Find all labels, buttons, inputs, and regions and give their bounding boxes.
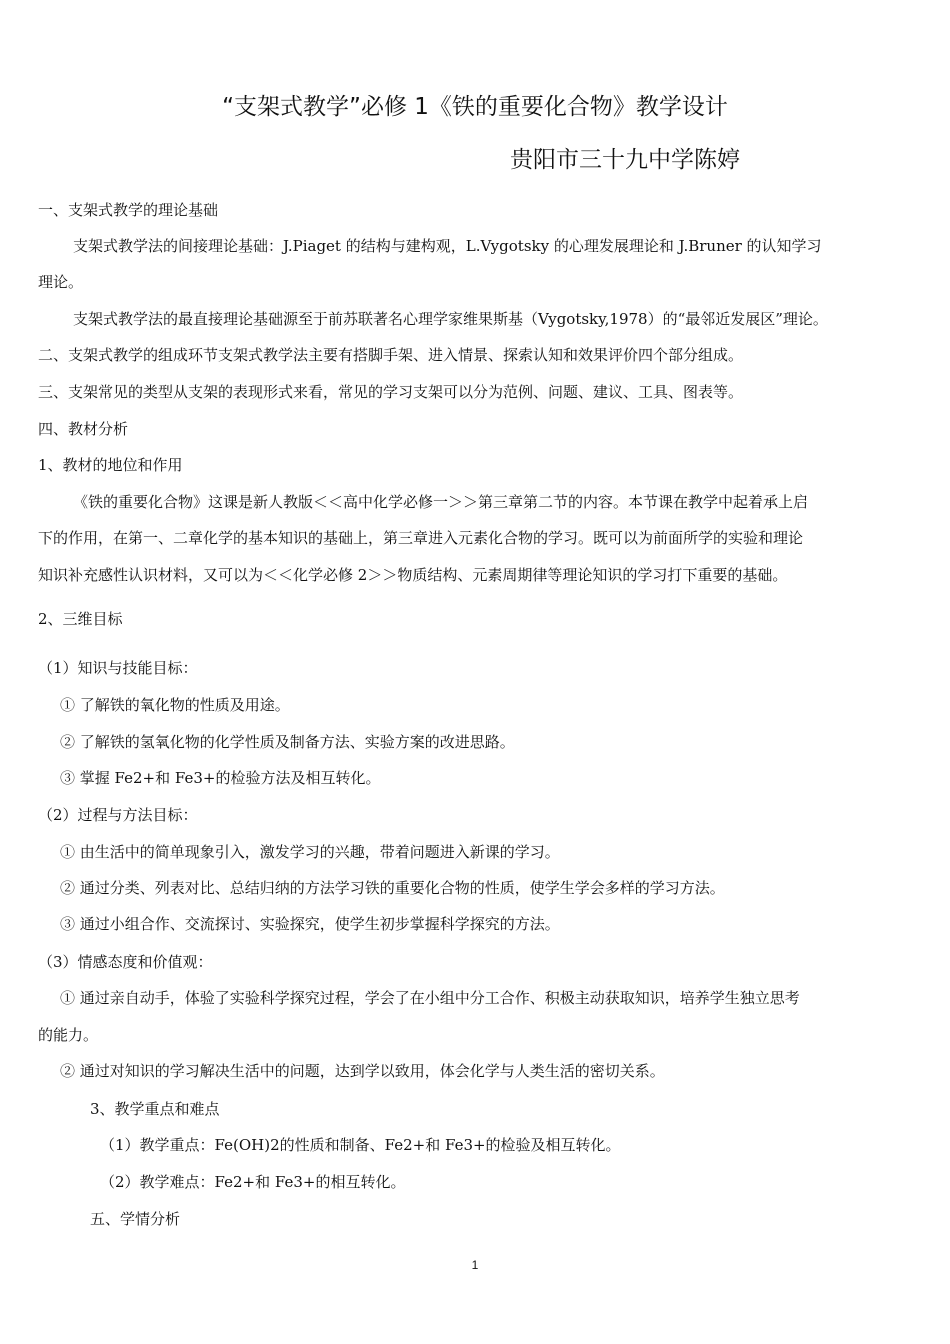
subsection-heading: 2、三维目标 [38,610,123,628]
subsection-heading: 3、教学重点和难点 [90,1100,220,1118]
section-heading-4: 四、教材分析 [38,420,129,438]
subsection-heading: 1、教材的地位和作用 [38,456,183,474]
list-item: ① 了解铁的氧化物的性质及用途。 [60,696,290,714]
list-item: ③ 掌握 Fe2+和 Fe3+的检验方法及相互转化。 [60,769,381,787]
page-number: 1 [471,1258,479,1272]
objective-heading: （3）情感态度和价值观： [38,953,213,971]
paragraph-line: 《铁的重要化合物》这课是新人教版＜＜高中化学必修一＞＞第三章第二节的内容。本节课在教学中起着承上启 [73,493,809,511]
paragraph-line: 下的作用，在第一、二章化学的基本知识的基础上，第三章进入元素化合物的学习。既可以为前面所学的实验和理论 [38,529,804,547]
section-heading-3: 三、支架常见的类型从支架的表现形式来看，常见的学习支架可以分为范例、问题、建议、工具、图表等。 [38,383,744,401]
list-item: ② 通过分类、列表对比、总结归纳的方法学习铁的重要化合物的性质，使学生学会多样的学习方法。 [60,879,725,897]
document-title: “支架式教学”必修 1《铁的重要化合物》教学设计 [222,94,728,120]
paragraph-line: 理论。 [38,273,84,291]
paragraph-line: 支架式教学法的最直接理论基础源至于前苏联著名心理学家维果斯基（Vygotsky,1978）的“最邻近发展区”理论。 [73,310,828,328]
list-item: （1）教学重点：Fe(OH)2的性质和制备、Fe2+和 Fe3+的检验及相互转化。 [100,1136,621,1154]
objective-heading: （2）过程与方法目标： [38,806,198,824]
section-heading-2: 二、支架式教学的组成环节支架式教学法主要有搭脚手架、进入情景、探索认知和效果评价四个部分组成。 [38,346,744,364]
list-item: ② 通过对知识的学习解决生活中的问题，达到学以致用，体会化学与人类生活的密切关系。 [60,1062,665,1080]
objective-heading: （1）知识与技能目标： [38,659,198,677]
list-item-continuation: 的能力。 [38,1026,99,1044]
section-heading-5: 五、学情分析 [90,1210,181,1228]
list-item: ① 通过亲自动手，体验了实验科学探究过程，学会了在小组中分工合作、积极主动获取知识，培养学生独立思考 [60,989,800,1007]
list-item: ② 了解铁的氢氧化物的化学性质及制备方法、实验方案的改进思路。 [60,733,515,751]
author-line: 贵阳市三十九中学陈婷 [510,147,740,173]
list-item: ① 由生活中的简单现象引入，激发学习的兴趣，带着问题进入新课的学习。 [60,843,560,861]
section-heading-1: 一、支架式教学的理论基础 [38,201,219,219]
paragraph-line: 知识补充感性认识材料，又可以为＜＜化学必修 2＞＞物质结构、元素周期律等理论知识的学习打下重要的基础。 [38,566,788,584]
list-item: （2）教学难点：Fe2+和 Fe3+的相互转化。 [100,1173,406,1191]
list-item: ③ 通过小组合作、交流探讨、实验探究，使学生初步掌握科学探究的方法。 [60,915,560,933]
paragraph-line: 支架式教学法的间接理论基础：J.Piaget 的结构与建构观，L.Vygotsky 的心理发展理论和 J.Bruner 的认知学习 [73,237,822,255]
